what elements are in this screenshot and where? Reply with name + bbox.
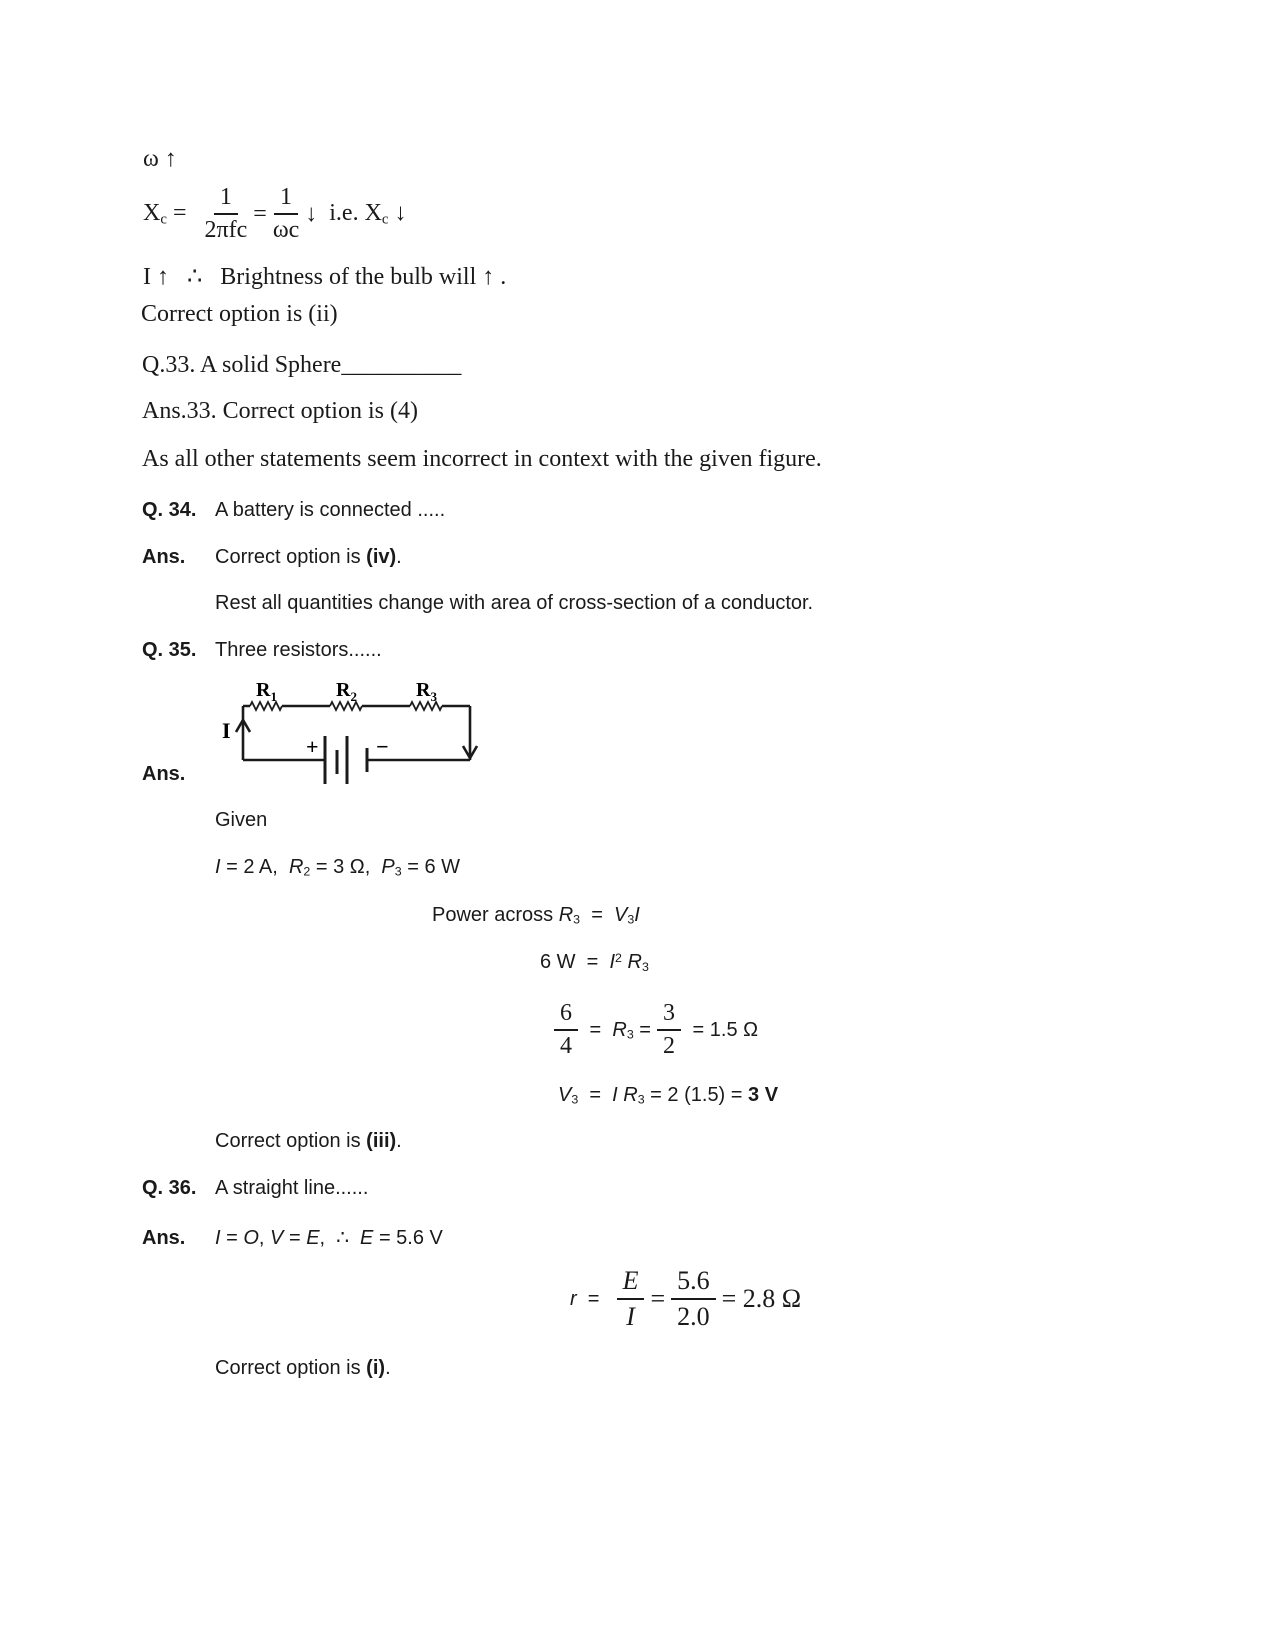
fraction-1-over-2pifc: $\frac{1}{\text{2πfc}}$ <box>204 184 248 243</box>
brightness-line: I ↑ ∴ Brightness of the bulb will ↑ . <box>143 264 507 290</box>
correct-option-iii: Correct option is (iii). <box>215 1130 402 1152</box>
fraction-1-over-omegac: $\frac{1}{\omega c}$ <box>272 184 300 243</box>
question-36-row <box>142 1177 368 1200</box>
question-35-row <box>142 639 382 662</box>
question-34-row <box>142 499 445 522</box>
r-result: = 2.8 Ω <box>721 1284 802 1313</box>
up-arrow: ↑ <box>164 146 177 172</box>
current-label: I <box>222 718 231 743</box>
answer-33: Ans.33. Correct option is (4) <box>142 398 418 424</box>
fraction-e-over-i: $\frac{E}{I}$ <box>617 1266 645 1332</box>
answer-36-row: Ans. I = O, V = E, ∴ E = 5.6 V <box>142 1227 443 1249</box>
resistor-r2 <box>330 702 362 710</box>
circuit-wires <box>236 702 477 784</box>
r3-variable: R3 <box>612 1018 634 1042</box>
resistor-r2-label: $R_2$ <box>336 679 357 704</box>
therefore-symbol: ∴ <box>169 264 221 290</box>
down-arrow: ↓ <box>305 200 318 227</box>
answer-34-row: Ans. Correct option is (iv). <box>142 546 402 568</box>
watt-equation-line: 6 $W = I^2$ R3 <box>540 951 649 974</box>
battery-plus-sign: + <box>306 734 319 759</box>
omega-symbol: ω <box>143 146 165 172</box>
question-34-label: Q. 34. <box>142 499 197 521</box>
v3-result: 3 V <box>748 1084 779 1106</box>
given-label: Given <box>215 809 268 831</box>
resistor-r1 <box>250 702 282 710</box>
question-36-text: A straight line...... <box>215 1177 369 1199</box>
v3-equation-line: V3 = I R3 = 2 (1.5) = 3 V <box>558 1084 779 1107</box>
given-values-line: I = 2 A, R2 = 3 Ω, P3 = 6 W <box>215 856 461 879</box>
therefore-symbol: , ∴ <box>319 1227 361 1249</box>
up-arrow: ↑ <box>482 264 495 290</box>
answer-label: Ans. <box>142 546 186 568</box>
resistance-fraction-line: $\frac{6}{4}$ = R3 = $\frac{3}{2}$ = 1.5 Ω <box>548 1000 758 1060</box>
xc-conclusion: i.e. Xc ↓ <box>317 199 407 228</box>
question-36-label: Q. 36. <box>142 1177 197 1199</box>
answer-33-note: As all other statements seem incorrect in context with the given figure. <box>142 446 822 472</box>
resistor-r1-label: $R_1$ <box>256 679 277 704</box>
fraction-6-over-4: $\frac{6}{4}$ <box>554 1000 578 1060</box>
xc-equation <box>143 184 407 244</box>
answer-35-label: Ans. <box>142 763 186 785</box>
question-35-label: Q. 35. <box>142 639 197 661</box>
power-equation-line: Power across R3 = V3I <box>432 904 640 927</box>
equals-sign: = <box>253 200 267 227</box>
resistor-r3-label: $R_3$ <box>416 679 437 704</box>
fraction-3-over-2: $\frac{3}{2}$ <box>657 1000 681 1060</box>
correct-option-ii: Correct option is (ii) <box>141 301 338 327</box>
internal-resistance-equation: r = $\frac{E}{I}$ = $\frac{5.6}{2.0}$ = 2.8 Ω <box>570 1266 802 1331</box>
question-35-text: Three resistors...... <box>215 639 382 661</box>
battery-minus-sign: − <box>376 734 389 759</box>
omega-increase-line <box>143 146 177 173</box>
fraction-5.6-over-2.0: $\frac{5.6}{2.0}$ <box>671 1266 716 1332</box>
question-33: Q.33. A solid Sphere__________ <box>142 352 462 378</box>
resistor-r3 <box>410 702 442 710</box>
question-34-text: A battery is connected ..... <box>215 499 446 521</box>
up-arrow: ↑ <box>157 264 169 290</box>
correct-option-i: Correct option is (i). <box>215 1357 391 1379</box>
xc-lhs: Xc = <box>143 199 199 228</box>
answer-34-option: (iv) <box>366 546 397 568</box>
answer-34-note: Rest all quantities change with area of cross-section of a conductor. <box>215 592 814 614</box>
answer-label: Ans. <box>142 1227 186 1249</box>
r-variable: r <box>570 1287 577 1310</box>
circuit-diagram <box>210 676 485 800</box>
